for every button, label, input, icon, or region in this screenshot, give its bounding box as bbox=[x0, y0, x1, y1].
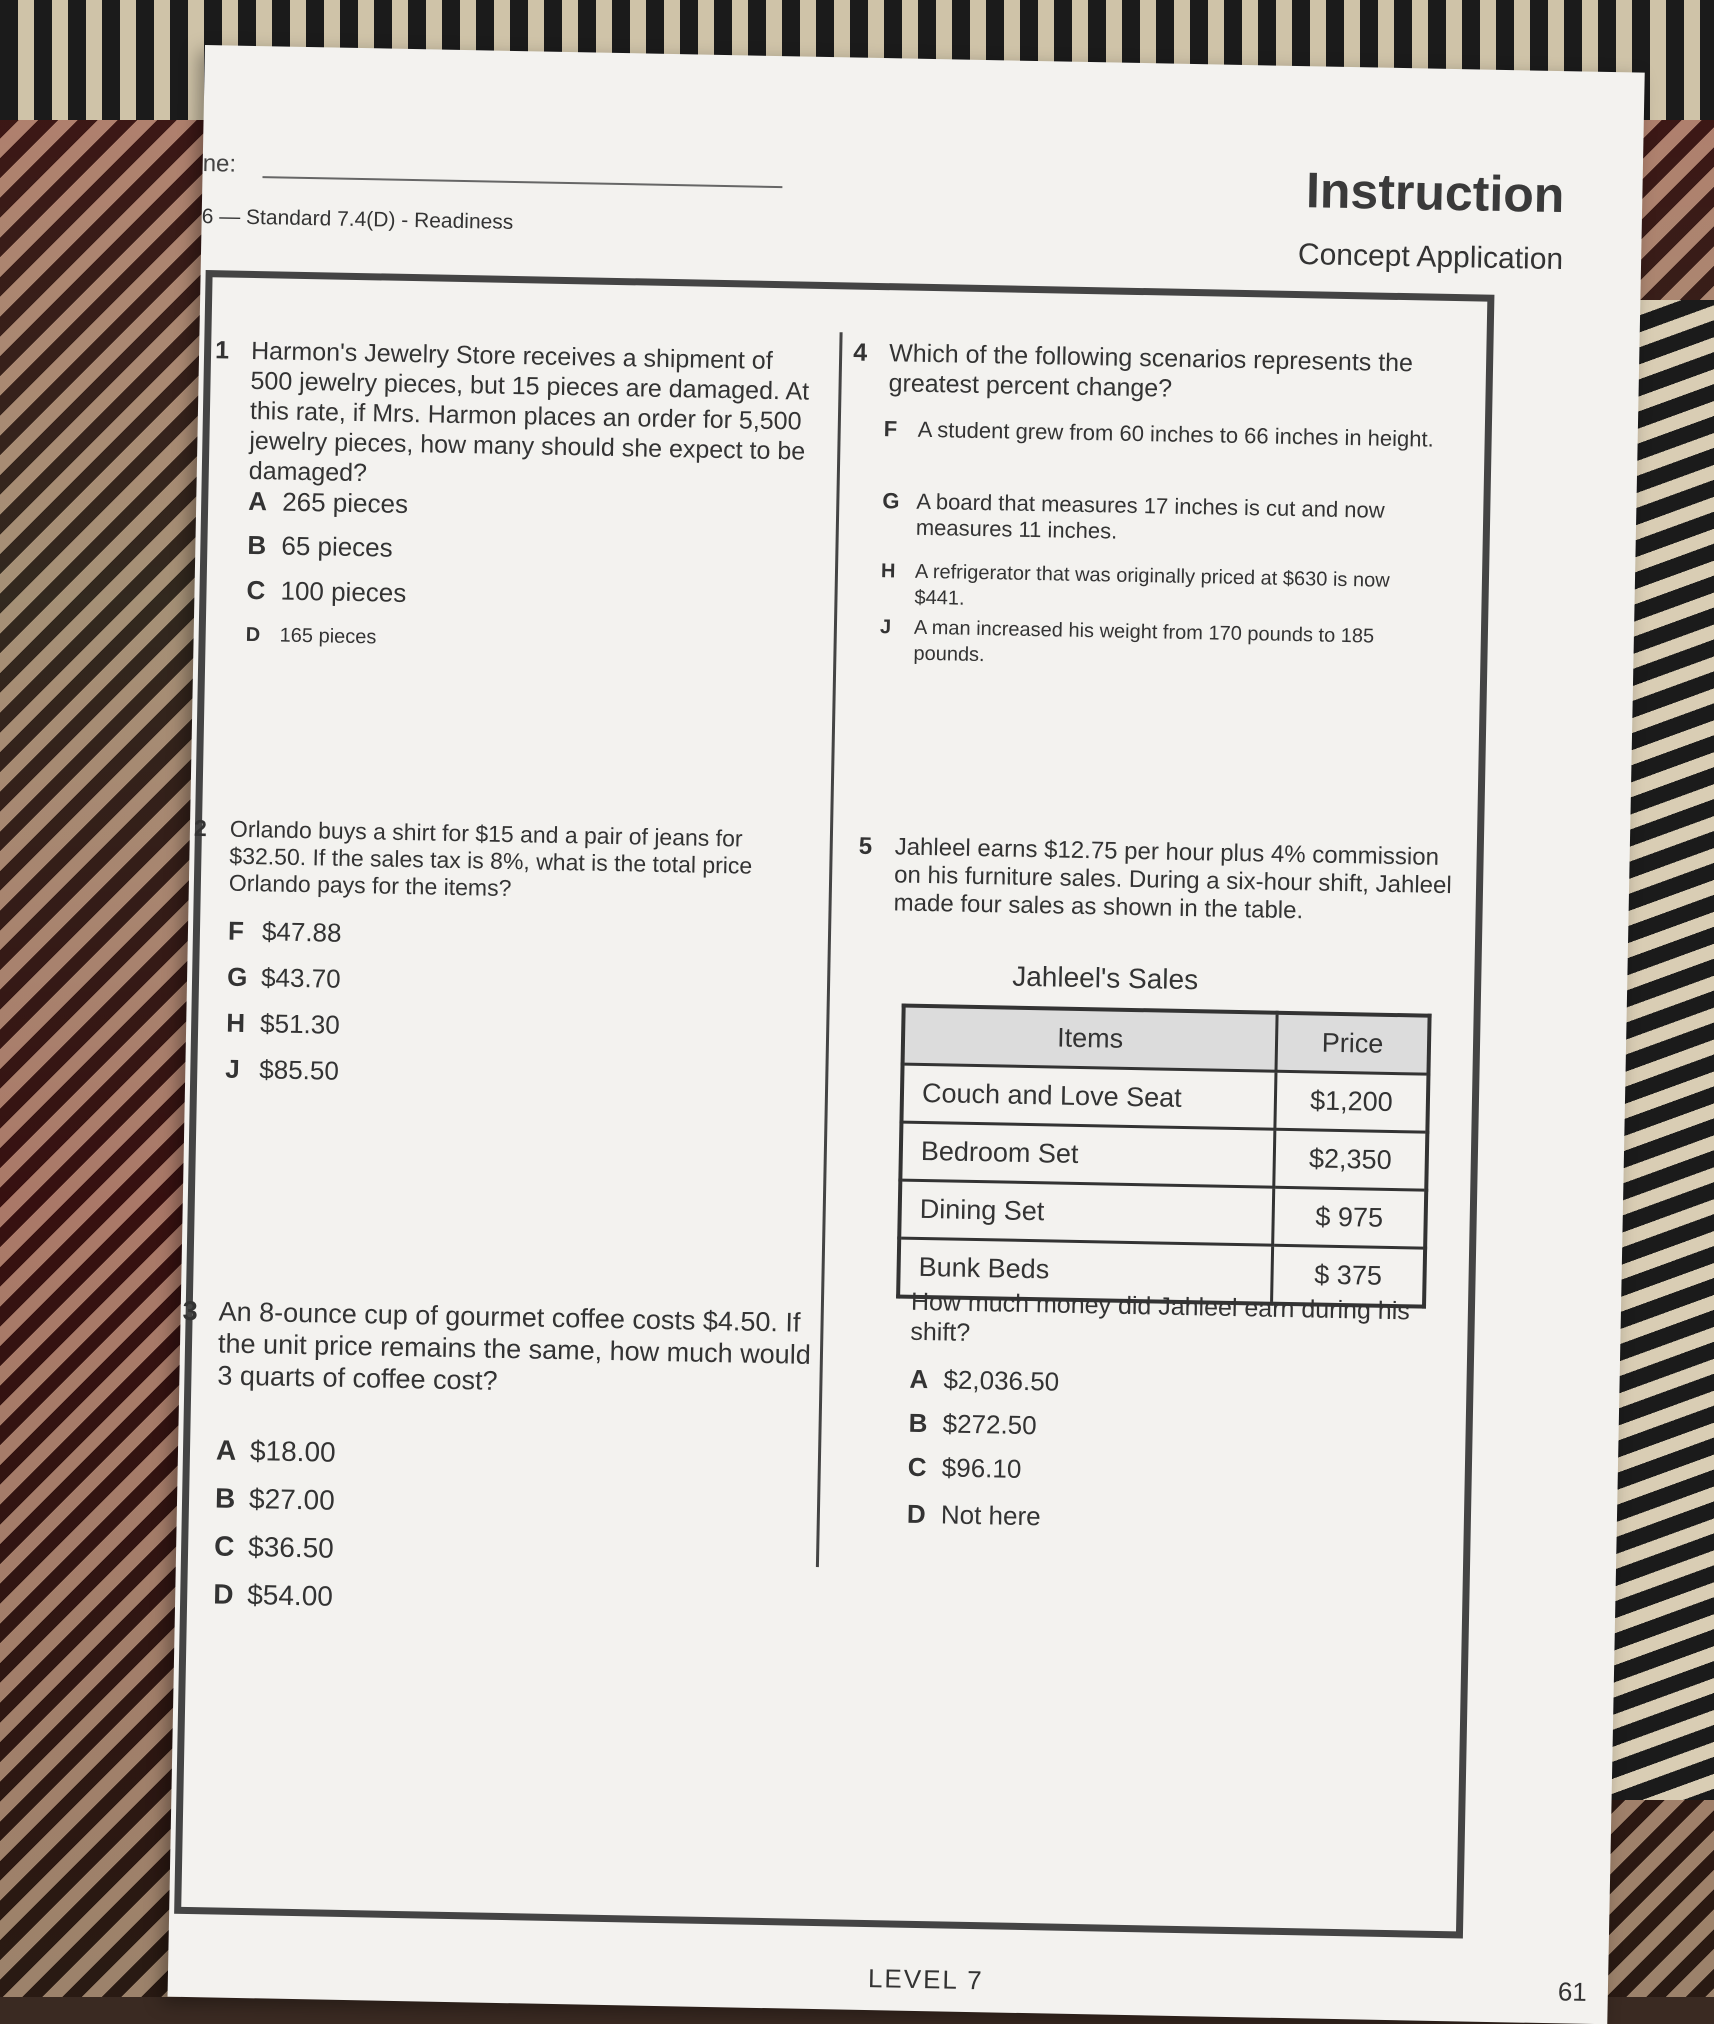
option-text: $85.50 bbox=[259, 1054, 340, 1086]
option-2h[interactable] bbox=[226, 1008, 340, 1040]
table-cell-item: Couch and Love Seat bbox=[901, 1064, 1276, 1129]
question-text: Harmon's Jewelry Store receives a shipment of 500 jewelry pieces, but 15 pieces are damaged. At this rate, if Mrs. Harmon places an order for 5,500 jewelry pieces, how many should she expect to be damaged? bbox=[248, 336, 810, 488]
question-text: Orlando buys a shirt for $15 and a pair of jeans for $32.50. If the sales tax is 8%, what is the total price Orlando pays for the items? bbox=[228, 815, 753, 902]
option-text: A refrigerator that was originally priced at $630 is now $441. bbox=[914, 560, 1390, 610]
option-3d[interactable] bbox=[213, 1579, 333, 1611]
question-number: 4 bbox=[852, 338, 868, 367]
table-header-price: Price bbox=[1276, 1013, 1430, 1074]
page-title: Instruction bbox=[1305, 162, 1565, 224]
table-row bbox=[901, 1064, 1428, 1132]
table-cell-price: $ 975 bbox=[1273, 1187, 1427, 1248]
option-text: 65 pieces bbox=[281, 530, 393, 563]
option-4j[interactable] bbox=[879, 615, 1434, 677]
table-row bbox=[899, 1180, 1426, 1248]
option-letter: F bbox=[883, 416, 898, 442]
option-text: 265 pieces bbox=[281, 486, 409, 519]
question-3 bbox=[182, 1295, 819, 1403]
worksheet-paper bbox=[168, 45, 1645, 2024]
option-letter: A bbox=[215, 1434, 237, 1466]
option-text: $27.00 bbox=[248, 1483, 336, 1516]
option-letter: B bbox=[247, 529, 267, 561]
option-5c[interactable] bbox=[908, 1452, 1022, 1484]
option-letter: H bbox=[225, 1007, 246, 1038]
table-cell-price: $1,200 bbox=[1275, 1071, 1429, 1132]
option-letter: A bbox=[247, 485, 268, 517]
page-number: 61 bbox=[1557, 1976, 1588, 2007]
table-header-row bbox=[903, 1006, 1430, 1075]
option-text: A board that measures 17 inches is cut and now measures 11 inches. bbox=[915, 488, 1385, 544]
table-cell-item: Dining Set bbox=[899, 1180, 1274, 1245]
question-number: 5 bbox=[858, 832, 873, 860]
table-row bbox=[900, 1122, 1427, 1190]
option-text: $272.50 bbox=[942, 1408, 1037, 1441]
standard-label: 6 — Standard 7.4(D) - Readiness bbox=[201, 204, 514, 234]
question-text: An 8-ounce cup of gourmet coffee costs $4.50. If the unit price remains the same, how much would 3 quarts of coffee cost? bbox=[217, 1296, 812, 1396]
question-5 bbox=[858, 832, 1455, 928]
option-3b[interactable] bbox=[215, 1483, 335, 1515]
option-5a[interactable] bbox=[909, 1364, 1059, 1397]
option-2g[interactable] bbox=[227, 962, 341, 994]
option-1b[interactable] bbox=[247, 530, 393, 563]
question-4 bbox=[852, 338, 1449, 409]
option-letter: G bbox=[882, 488, 900, 514]
option-letter: C bbox=[213, 1530, 235, 1562]
option-4h[interactable] bbox=[880, 559, 1435, 621]
option-text: $47.88 bbox=[261, 916, 342, 948]
option-1a[interactable] bbox=[248, 486, 408, 519]
table-cell-price: $2,350 bbox=[1274, 1129, 1428, 1190]
option-letter: J bbox=[225, 1053, 241, 1084]
option-1c[interactable] bbox=[246, 575, 406, 608]
option-letter: J bbox=[879, 616, 892, 639]
option-text: $18.00 bbox=[249, 1435, 336, 1468]
option-text: 100 pieces bbox=[280, 575, 407, 608]
option-text: $36.50 bbox=[247, 1531, 335, 1564]
option-letter: B bbox=[214, 1482, 236, 1514]
option-letter: B bbox=[908, 1407, 928, 1439]
question-1 bbox=[214, 336, 812, 497]
option-text: A man increased his weight from 170 pounds to 185 pounds. bbox=[913, 616, 1375, 667]
option-5b[interactable] bbox=[908, 1408, 1037, 1440]
option-text: $96.10 bbox=[941, 1452, 1022, 1484]
option-5d[interactable] bbox=[907, 1499, 1041, 1532]
question-5-followup: How much money did Jahleel earn during his shift? bbox=[910, 1287, 1411, 1347]
table-header-items: Items bbox=[903, 1006, 1278, 1072]
option-2j[interactable] bbox=[225, 1054, 339, 1086]
option-3c[interactable] bbox=[214, 1531, 334, 1563]
option-text: Not here bbox=[940, 1499, 1041, 1532]
option-text: $54.00 bbox=[246, 1579, 334, 1612]
question-number: 3 bbox=[182, 1295, 199, 1327]
table-cell-price: $ 375 bbox=[1272, 1245, 1426, 1306]
question-number: 2 bbox=[193, 814, 208, 842]
option-3a[interactable] bbox=[216, 1435, 336, 1467]
option-text: A student grew from 60 inches to 66 inches in height. bbox=[917, 416, 1434, 452]
question-text: Jahleel earns $12.75 per hour plus 4% commission on his furniture sales. During a six-hour shift, Jahleel made four sales as shown in the table. bbox=[893, 833, 1452, 925]
question-number: 1 bbox=[214, 336, 230, 365]
option-letter: F bbox=[227, 915, 245, 946]
question-2 bbox=[193, 814, 790, 908]
option-letter: D bbox=[212, 1578, 234, 1610]
page-subtitle: Concept Application bbox=[1297, 238, 1564, 277]
table-title: Jahleel's Sales bbox=[1011, 960, 1199, 996]
sales-table bbox=[896, 1004, 1432, 1309]
option-text: 165 pieces bbox=[279, 624, 377, 649]
option-letter: D bbox=[245, 623, 261, 647]
option-letter: A bbox=[909, 1363, 929, 1395]
option-2f[interactable] bbox=[228, 916, 342, 948]
option-1d[interactable] bbox=[245, 620, 376, 653]
option-text: $51.30 bbox=[259, 1008, 341, 1040]
option-text: $2,036.50 bbox=[943, 1364, 1060, 1397]
option-letter: C bbox=[246, 574, 266, 606]
name-blank-line bbox=[262, 176, 782, 188]
question-text: Which of the following scenarios represents the greatest percent change? bbox=[888, 339, 1414, 403]
option-text: $43.70 bbox=[260, 962, 341, 994]
option-4g[interactable] bbox=[882, 488, 1437, 551]
option-letter: D bbox=[906, 1498, 926, 1530]
name-label: ne: bbox=[202, 149, 237, 178]
option-letter: G bbox=[226, 961, 248, 992]
table-cell-item: Bedroom Set bbox=[900, 1122, 1275, 1187]
table-cell-item: Bunk Beds bbox=[898, 1238, 1273, 1304]
footer-level: LEVEL 7 bbox=[867, 1963, 984, 1996]
option-letter: H bbox=[880, 560, 896, 583]
option-letter: C bbox=[907, 1451, 927, 1483]
